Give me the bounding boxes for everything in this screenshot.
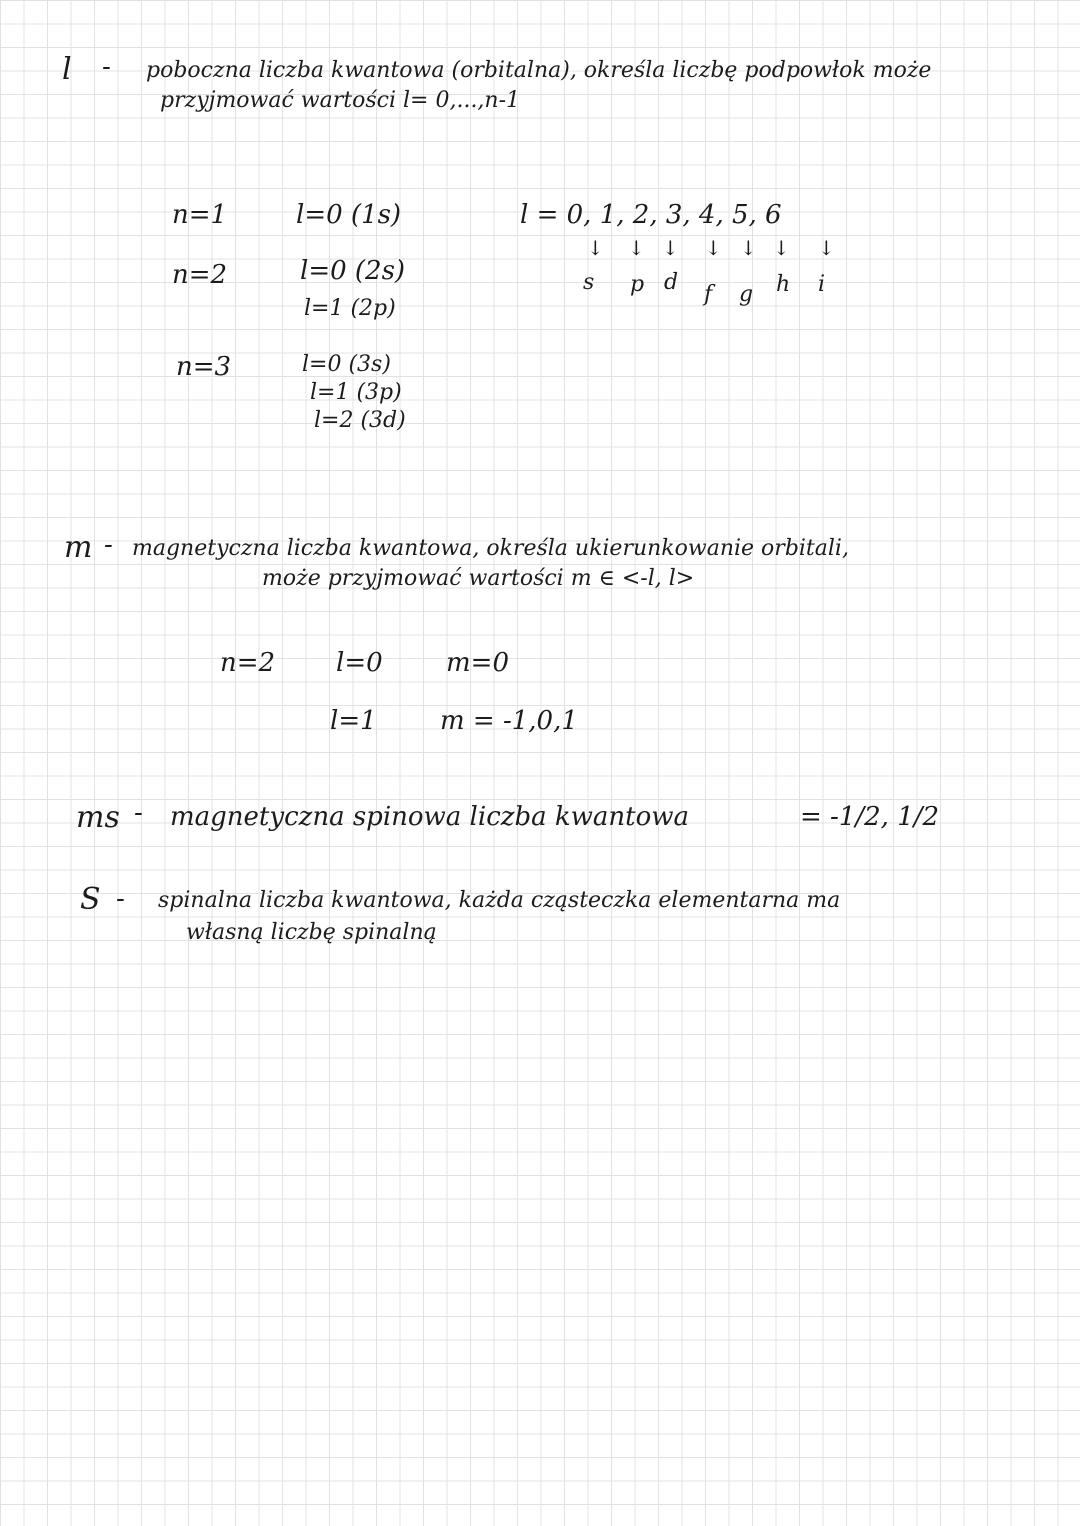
arrow-down-icon: ↓: [628, 236, 645, 260]
example-n3-l2: l=2 (3d): [314, 408, 406, 433]
symbol-ms: ms: [76, 800, 120, 835]
arrow-down-icon: ↓: [705, 236, 722, 260]
dash-m: -: [104, 530, 113, 560]
definition-m-line1: magnetyczna liczba kwantowa, określa ukierunkowanie orbitali,: [132, 536, 849, 561]
example-n2: n=2: [172, 260, 228, 290]
definition-l-line2: przyjmować wartości l= 0,...,n-1: [160, 88, 521, 113]
definition-m-line2: może przyjmować wartości m ∈ <-l, l>: [262, 566, 695, 591]
definition-ms: magnetyczna spinowa liczba kwantowa: [170, 802, 689, 832]
example-n1: n=1: [172, 200, 228, 230]
letter-d: d: [664, 270, 679, 295]
letter-s: s: [583, 270, 595, 295]
example-n2-l1: l=1 (2p): [304, 296, 396, 321]
example-n3-l0: l=0 (3s): [302, 352, 391, 377]
symbol-s: S: [80, 882, 101, 917]
example-m-n2: n=2: [220, 648, 276, 678]
l-mapping-header: l = 0, 1, 2, 3, 4, 5, 6: [520, 200, 782, 230]
definition-s-line1: spinalna liczba kwantowa, każda cząsteczka elementarna ma: [158, 888, 841, 913]
example-m-m1: m = -1,0,1: [440, 706, 578, 736]
example-n3: n=3: [176, 352, 232, 382]
letter-p: p: [630, 272, 645, 297]
definition-l-line1: poboczna liczba kwantowa (orbitalna), określa liczbę podpowłok może: [146, 58, 932, 83]
example-n1-l0: l=0 (1s): [296, 200, 402, 230]
dash-ms: -: [134, 798, 143, 828]
example-n2-l0: l=0 (2s): [300, 256, 406, 286]
arrow-down-icon: ↓: [773, 236, 790, 260]
letter-i: i: [818, 272, 826, 297]
example-n3-l1: l=1 (3p): [310, 380, 402, 405]
arrow-down-icon: ↓: [662, 236, 679, 260]
dash-l: -: [102, 52, 111, 82]
example-m-m0: m=0: [446, 648, 509, 678]
letter-f: f: [704, 282, 713, 307]
symbol-m: m: [64, 530, 93, 565]
dash-s: -: [116, 884, 125, 914]
letter-h: h: [776, 272, 791, 297]
definition-s-line2: własną liczbę spinalną: [186, 920, 437, 945]
symbol-l: l: [62, 52, 72, 87]
example-m-l1: l=1: [330, 706, 377, 736]
arrow-down-icon: ↓: [740, 236, 757, 260]
example-m-l0: l=0: [336, 648, 383, 678]
arrow-down-icon: ↓: [587, 236, 604, 260]
ms-values: = -1/2, 1/2: [800, 802, 940, 832]
letter-g: g: [739, 282, 754, 307]
arrow-down-icon: ↓: [818, 236, 835, 260]
